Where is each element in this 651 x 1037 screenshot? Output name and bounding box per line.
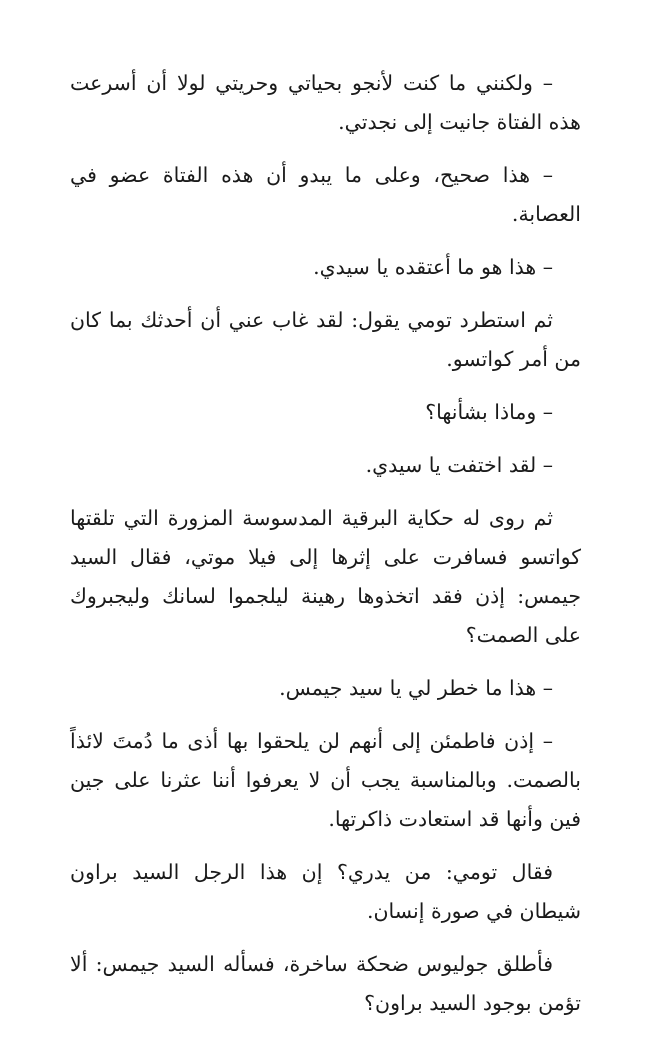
paragraph: – هذا هو ما أعتقده يا سيدي. (313, 255, 553, 279)
paragraph: – هذا ما خطر لي يا سيد جيمس. (279, 676, 553, 700)
paragraph: – هذا صحيح، وعلى ما يبدو أن هذه الفتاة عضو في العصابة. (70, 163, 581, 226)
paragraph: فأطلق جوليوس ضحكة ساخرة، فسأله السيد جيمس: ألا تؤمن بوجود السيد براون؟ (70, 952, 581, 1015)
paragraph: ثم استطرد تومي يقول: لقد غاب عني أن أحدثك بما كان من أمر كواتسو. (70, 308, 581, 371)
paragraph: – وماذا بشأنها؟ (425, 400, 553, 424)
paragraph: – لقد اختفت يا سيدي. (365, 453, 553, 477)
paragraph: ثم روى له حكاية البرقية المدسوسة المزورة التي تلقتها كواتسو فسافرت على إثرها إلى فيلا موتي، فقال السيد جيمس: إذن فقد اتخذوها رهينة ليلجموا لسانك وليجبروك على الصمت؟ (70, 506, 581, 647)
paragraph: – ولكنني ما كنت لأنجو بحياتي وحريتي لولا أن أسرعت هذه الفتاة جانيت إلى نجدتي. (70, 71, 581, 134)
paragraph: فقال تومي: من يدري؟ إن هذا الرجل السيد براون شيطان في صورة إنسان. (70, 860, 581, 923)
page-text (70, 64, 581, 1037)
paragraph: – إذن فاطمئن إلى أنهم لن يلحقوا بها أذى ما دُمتَ لائذاً بالصمت. وبالمناسبة يجب أن لا يعرفوا أننا عثرنا على جين فين وأنها قد استعادت ذاكرتها. (70, 729, 581, 831)
